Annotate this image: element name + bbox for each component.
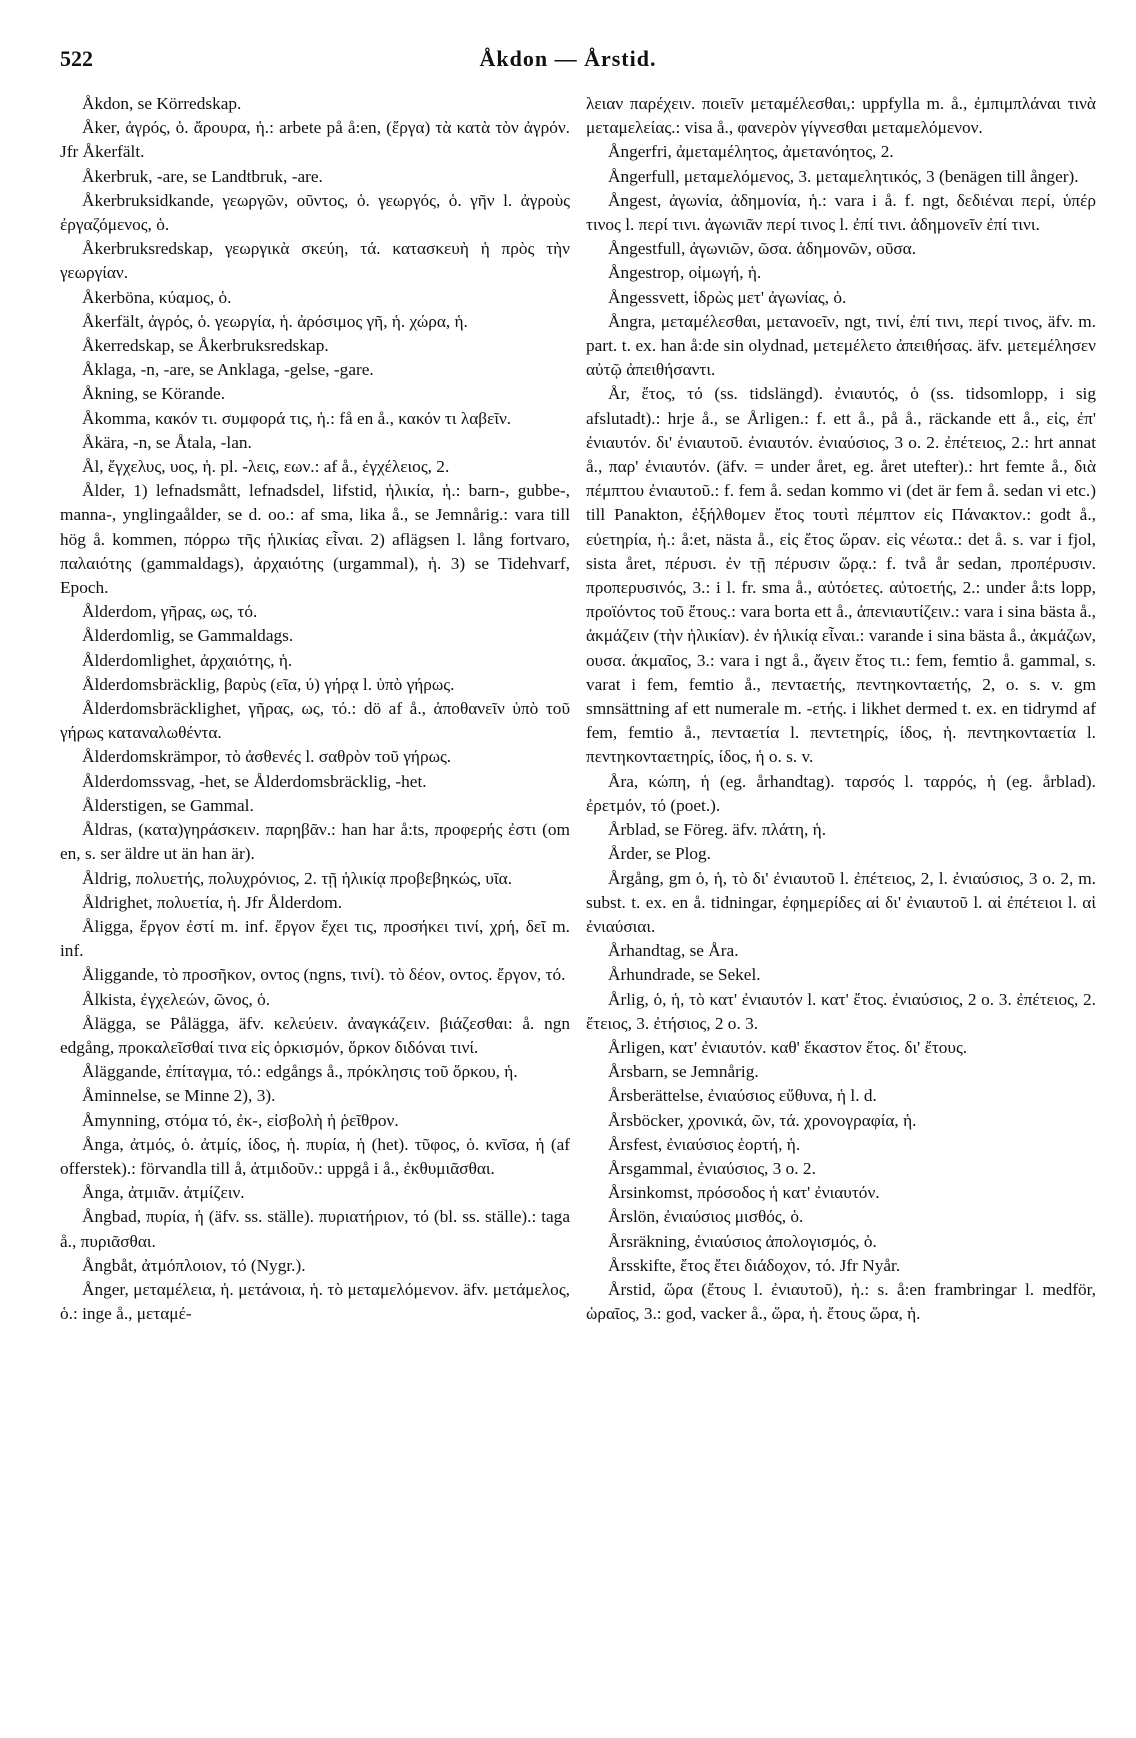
dictionary-entry: Åldrig, πολυετής, πολυχρόνιος, 2. τῇ ἡλικίᾳ προβεβηκώς, υῖα.: [82, 868, 513, 888]
dictionary-entry: Åminnelse, se Minne 2), 3).: [82, 1086, 276, 1106]
dictionary-entry: Åkära, -n, se Åtala, -lan.: [82, 432, 252, 452]
left-column: [60, 92, 570, 1326]
right-column: [586, 92, 1096, 1326]
dictionary-entry: Ångerfri, ἀμεταμέλητος, ἀμετανόητος, 2.: [608, 142, 894, 162]
dictionary-entry: Åra, κώπη, ἡ (eg. århandtag). ταρσός l. ταρρός, ἡ (eg. årblad). ἐρετμόν, τό (poet.).: [586, 771, 1096, 815]
dictionary-entry: Årstid, ὥρα (ἔτους l. ἐνιαυτοῦ), ἡ.: s. å:en frambringar l. medför, ὡραῖος, 3.: god, vacker å., ὥρα, ἡ. ἔτους ὥρα, ἡ.: [586, 1279, 1096, 1324]
dictionary-entry: Årsberättelse, ἐνιαύσιος εὔθυνα, ἡ l. d.: [608, 1086, 877, 1106]
dictionary-entry: Åkdon, se Körredskap.: [82, 94, 242, 113]
page-number: 522: [60, 46, 93, 71]
dictionary-entry: Ångbad, πυρία, ἡ (äfv. ss. ställe). πυριατήριον, τό (bl. ss. ställe).: taga å., πυριᾶσθαι.: [60, 1207, 570, 1251]
dictionary-entry: Ålderdomskrämpor, τὸ ἀσθενές l. σαθρὸν τοῦ γήρως.: [82, 747, 452, 767]
dictionary-entry: Årsgammal, ἐνιαύσιος, 3 o. 2.: [608, 1158, 816, 1178]
dictionary-entry: Årslön, ἐνιαύσιος μισθός, ὁ.: [608, 1207, 804, 1227]
dictionary-entry: Ångra, μεταμέλεσθαι, μετανοεῖν, ngt, τινί, ἐπί τινι, περί τινος, äfv. m. part. t. ex. han å:de sin olydnad, μετεμέλετο ἀπειθήσας. äfv. μετεμέλησεν αὐτῷ ἀπειθήσαντι.: [586, 311, 1096, 380]
dictionary-entry: Årblad, se Föreg. äfv. πλάτη, ἡ.: [608, 820, 827, 840]
dictionary-entry: Årsinkomst, πρόσοδος ἡ κατ' ἐνιαυτόν.: [608, 1183, 880, 1203]
dictionary-entry: Ålderdomssvag, -het, se Ålderdomsbräcklig, -het.: [82, 771, 427, 791]
dictionary-entry: Årsskifte, ἔτος ἔτει διάδοχον, τό. Jfr Nyår.: [608, 1255, 901, 1275]
dictionary-entry: Ångest, ἀγωνία, ἀδημονία, ἡ.: vara i å. f. ngt, δεδιέναι περί, ὑπέρ τινος l. περί τινι. ἀγωνιᾶν περί τινος l. ἐπί τινι. ἀδημονεῖν ἐπί τινι.: [586, 190, 1096, 235]
dictionary-entry: Ålderdom, γῆρας, ως, τό.: [82, 602, 258, 622]
dictionary-entry: Årsbarn, se Jemnårig.: [608, 1062, 759, 1082]
dictionary-entry: Åkerbruksredskap, γεωργικὰ σκεύη, τά. κατασκευὴ ἡ πρὸς τὴν γεωργίαν.: [60, 239, 570, 283]
dictionary-entry: Åmynning, στόμα τό, ἐκ-, εἰσβολὴ ἡ ῥεῖθρον.: [82, 1110, 399, 1130]
dictionary-entry: Ånga, ἀτμιᾶν. ἀτμίζειν.: [82, 1183, 245, 1203]
dictionary-entry: Århandtag, se Åra.: [608, 941, 739, 961]
dictionary-entry: Åklaga, -n, -are, se Anklaga, -gelse, -gare.: [82, 360, 374, 380]
dictionary-entry: Åliggande, τὸ προσῆκον, οντος (ngns, τινί). τὸ δέον, οντος. ἔργον, τό.: [82, 965, 566, 985]
dictionary-entry: Åkomma, κακόν τι. συμφορά τις, ἡ.: få en å., κακόν τι λαβεῖν.: [82, 408, 512, 428]
dictionary-entry: Ålder, 1) lefnadsmått, lefnadsdel, lifstid, ἡλικία, ἡ.: barn-, gubbe-, manna-, ynglingaålder, se d. oo.: af sma, lika å., se Jemnårig.: vara till hög å. kommen, πόρρω τῆς ἡλικίας εἶναι. 2) aflägsen l. lång fortvaro, παλαιότης (gammaldags), ἀρχαιότης (urgammal), ἡ. 3) se Tidehvarf, Epoch.: [60, 481, 570, 598]
dictionary-entry: Årgång, gm ὁ, ἡ, τὸ δι' ἐνιαυτοῦ l. ἐπέτειος, 2, l. ἐνιαύσιος, 3 o. 2, m. subst. t. ex. en å. tidningar, ἐφημερίδες αἱ δι' ἐνιαυτοῦ l. αἱ ἐπέτειοι l. αἱ ἐνιαύσιαι.: [586, 868, 1096, 936]
dictionary-entry: Ångestfull, ἀγωνιῶν, ῶσα. ἀδημονῶν, οῦσα.: [608, 239, 917, 259]
dictionary-entry: Ångbåt, ἀτμόπλοιον, τό (Nygr.).: [82, 1255, 306, 1275]
dictionary-entry: Åker, ἀγρός, ὁ. ἄρουρα, ἡ.: arbete på å:en, (ἔργα) τὰ κατὰ τὸν ἀγρόν. Jfr Åkerfält.: [60, 118, 570, 162]
dictionary-entry: Åldrighet, πολυετία, ἡ. Jfr Ålderdom.: [82, 892, 343, 912]
dictionary-entry: Åkerfält, ἀγρός, ὁ. γεωργία, ἡ. ἀρόσιμος γῆ, ἡ. χώρα, ἡ.: [82, 311, 468, 331]
dictionary-entry: År, ἔτος, τό (ss. tidslängd). ἐνιαυτός, ὁ (ss. tidsomlopp, i sig afslutadt).: hrje å., se Årligen.: f. ett å., på å., räckande ett å., εἰς, ἐπ' ἐνιαυτόν. δι' ἐνιαυτοῦ. ἐνιαυτόν. ἐνιαύσιος, 3 o. 2. ἐπέτειος, 2.: hrt annat å., παρ' ἐνιαυτόν. (äfv. = under året, eg. året utefter).: hrt femte å., διὰ πέμπτου ἐνιαυτοῦ.: f. fem å. sedan kommo vi (det är fem å. sedan vi etc.) till Panakton, ἐξήλθομεν ἔτος τουτὶ πέμπτον εἰς Πάνακτον.: godt å., εὐετηρία, ἡ.: å:et, nästa å., εἰς ἔτος ὥραν. εἰς νέωτα.: det å. s. var i fjol, sista året, πέρυσι. ἐν τῇ πέρυσιν ὥρᾳ.: f. två år sedan, προπέρυσιν. προπερυσινός, 3.: i l. fr. sma å., αὐτόετες. αὐτοετής, 2.: under å:ts lopp, προϊόντος τοῦ ἔτους.: vara borta ett å., ἀπενιαυτίζειν.: vara i sina bästa å., ἀκμάζειν (τὴν ἡλικίαν). ἐν ἡλικίᾳ εἶναι.: varande i sina bästa å., ἀκμάζων, ουσα. ἀκμαῖος, 3.: vara i ngt å., ἄγειν ἔτος τι.: fem, femtio å. gammal, s. varat i fem, femtio å., πενταετής, πεντηκονταετής, 2, o. s. v. gm smnsättning af ett numerale m. -ετής. i likhet dermed t. ex. en tidrymd af fem, femtio å., πενταετία l. πεντετηρίς, ίδος, ἡ. πεντηκονταετία l. πεντηκονταετηρίς, ίδος, ἡ o. s. v.: [586, 384, 1096, 767]
dictionary-entry: Åligga, ἔργον ἐστί m. inf. ἔργον ἔχει τις, προσήκει τινί, χρή, δεῖ m. inf.: [60, 916, 570, 961]
dictionary-entry: Åkerredskap, se Åkerbruksredskap.: [82, 336, 329, 356]
dictionary-entry: Årlig, ὁ, ἡ, τὸ κατ' ἐνιαυτόν l. κατ' ἔτος. ἐνιαύσιος, 2 o. 3. ἐπέτειος, 2. ἔτειος, 3. ἐτήσιος, 2 o. 3.: [586, 989, 1096, 1033]
dictionary-entry: Åkerböna, κύαμος, ὁ.: [82, 287, 232, 307]
dictionary-entry: Ålderdomlig, se Gammaldags.: [82, 626, 294, 646]
dictionary-entry: Årsfest, ἐνιαύσιος ἑορτή, ἡ.: [608, 1134, 801, 1154]
dictionary-entry: Ånga, ἀτμός, ὁ. ἀτμίς, ίδος, ἡ. πυρία, ἡ (het). τῦφος, ὁ. κνῖσα, ἡ (af offerstek).: förvandla till å, ἀτμιδοῦν.: uppgå i å., ἐκθυμιᾶσθαι.: [60, 1134, 570, 1178]
dictionary-entry: Åkning, se Körande.: [82, 384, 226, 404]
dictionary-entry: Ålkista, ἐγχελεών, ῶνος, ὁ.: [82, 989, 271, 1009]
dictionary-entry: Ålägga, se Pålägga, äfv. κελεύειν. ἀναγκάζειν. βιάζεσθαι: å. ngn edgång, προκαλεῖσθαί τινα εἰς ὁρκισμόν, ὅρκον διδόναι τινί.: [60, 1013, 570, 1057]
dictionary-entry: Ålderdomlighet, ἀρχαιότης, ἡ.: [82, 650, 293, 670]
dictionary-entry: Ål, ἔγχελυς, υος, ἡ. pl. -λεις, εων.: af å., ἐγχέλειος, 2.: [82, 457, 450, 477]
dictionary-entry: Årder, se Plog.: [608, 844, 711, 864]
dictionary-entry: Årligen, κατ' ἐνιαυτόν. καθ' ἕκαστον ἔτος. δι' ἔτους.: [608, 1037, 968, 1057]
dictionary-entry: Ålderdomsbräcklighet, γῆρας, ως, τό.: dö af å., ἀποθανεῖν ὑπὸ τοῦ γήρως καταναλωθέντα.: [60, 699, 570, 743]
dictionary-entry: Årsräkning, ἐνιαύσιος ἀπολογισμός, ὁ.: [608, 1231, 877, 1251]
dictionary-entry: Åkerbruksidkande, γεωργῶν, οῦντος, ὁ. γεωργός, ὁ. γῆν l. ἀγροὺς ἐργαζόμενος, ὁ.: [60, 190, 570, 235]
dictionary-entry: Ångerfull, μεταμελόμενος, 3. μεταμελητικός, 3 (benägen till ånger).: [608, 166, 1079, 186]
dictionary-entry: Ångestrop, οἰμωγή, ἡ.: [608, 263, 762, 283]
dictionary-entry: Århundrade, se Sekel.: [608, 965, 761, 985]
dictionary-entry: Ånger, μεταμέλεια, ἡ. μετάνοια, ἡ. τὸ μεταμελόμενον. äfv. μετάμελος, ὁ.: inge å., μεταμέ-: [60, 1279, 570, 1324]
page-header: [60, 46, 1076, 76]
dictionary-entry: Ålderstigen, se Gammal.: [82, 795, 254, 815]
dictionary-entry: Ålderdomsbräcklig, βαρὺς (εῖα, ύ) γήρᾳ l. ὑπὸ γήρως.: [82, 674, 455, 694]
dictionary-entry: Årsböcker, χρονικά, ῶν, τά. χρονογραφία, ἡ.: [608, 1110, 917, 1130]
dictionary-entry: Åläggande, ἐπίταγμα, τό.: edgångs å., πρόκλησις τοῦ ὅρκου, ἡ.: [82, 1062, 518, 1082]
dictionary-entry: Ångessvett, ἱδρὼς μετ' ἀγωνίας, ὁ.: [608, 287, 847, 307]
dictionary-entry: Åldras, (κατα)γηράσκειν. παρηβᾶν.: han har å:ts, προφερής ἐστι (om en, s. ser äldre ut än han är).: [60, 820, 570, 864]
dictionary-entry: Åkerbruk, -are, se Landtbruk, -are.: [82, 166, 323, 186]
running-head: Åkdon — Årstid.: [479, 46, 657, 71]
dictionary-entry: λειαν παρέχειν. ποιεῖν μεταμέλεσθαι,: uppfylla m. å., ἐμπιμπλάναι τινὰ μεταμελείας.: visa å., φανερὸν γίγνεσθαι μεταμελόμενον.: [586, 94, 1096, 138]
